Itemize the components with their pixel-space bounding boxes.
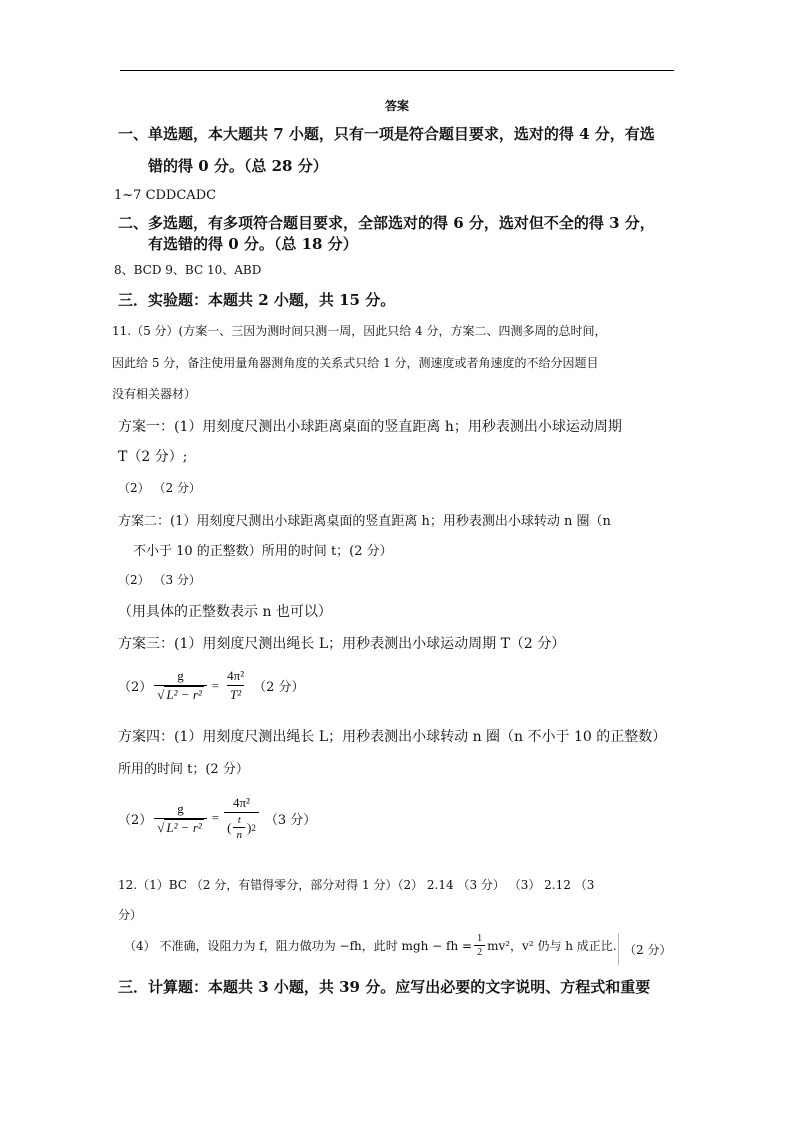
plan1-line2: T（2 分）; [118, 449, 188, 465]
q12-line3-b: mv²，v² 仍与 h 成正比. [487, 939, 617, 953]
plan4-root: L² − r² [166, 819, 202, 835]
plan3-rhs-fraction [224, 668, 247, 703]
plan3-lhs-den: √ L² − r² [154, 685, 207, 703]
q12-half [474, 933, 485, 958]
sec2-heading-line1: 二、多选题，有多项符合题目要求，全部选对的得 6 分，选对但不全的得 3 分， [118, 214, 655, 232]
plan4-rhs-num: 4π² [232, 795, 250, 810]
plan4-line2: 所用的时间 t；(2 分） [118, 762, 249, 777]
plan4-formula: （2） $\frac{g}{\text{√ L² − r²}}$ = 4π² ( $\frac{t}{n}$ ) 2 （3 分） [118, 795, 317, 841]
plan4-line1: 方案四：(1）用刻度尺测出绳长 L；用秒表测出小球转动 n 圈（n 不小于 10 的正整数） [118, 729, 667, 745]
plan3-lhs-num: g [177, 668, 184, 683]
sec4-heading: 三．计算题：本题共 3 小题，共 39 分。应写出必要的文字说明、方程式和重要 [118, 978, 651, 996]
plan3-lhs-fraction [154, 668, 207, 703]
q12-half-den: 2 [474, 945, 485, 958]
plan4-n: n [233, 827, 245, 841]
plan4-rhs-den: ( $\frac{t}{n}$ ) 2 [224, 812, 259, 841]
q11-line1: 11.（5 分）(方案一、三因为测时间只测一周，因此只给 4 分，方案二、四测多周的总时间， [112, 324, 607, 338]
plan4-t: t [237, 814, 241, 826]
sec3-heading: 三．实验题：本题共 2 小题，共 15 分。 [118, 291, 396, 309]
plan3-rhs-den: T² [227, 685, 244, 703]
page-title: 答案 [384, 99, 409, 113]
sec1-heading-line2: 错的得 0 分。（总 28 分） [148, 157, 328, 175]
q12-line3-a: （4） 不准确，设阻力为 f，阻力做功为 −fh，此时 mgh − fh = [124, 939, 473, 953]
header-rule [120, 70, 674, 71]
plan4-score: （3 分） [264, 812, 317, 828]
plan3-line1: 方案三：(1）用刻度尺测出绳长 L；用秒表测出小球运动周期 T（2 分） [118, 636, 566, 652]
q11-line2: 因此给 5 分，备注使用量角器测角度的关系式只给 1 分，测速度或者角速度的不给分因题目 [112, 356, 599, 370]
q12-line2: 分） [118, 908, 143, 922]
q12-line3 [124, 933, 617, 958]
q12-score: （2 分） [624, 943, 672, 957]
plan3-part2-label: （2） [118, 680, 153, 695]
plan4-rhs-fraction [224, 795, 259, 841]
cursor-bar [618, 933, 619, 965]
q11-line3: 没有相关器材） [112, 387, 197, 401]
q12-half-num: 1 [477, 933, 483, 944]
plan4-exponent: 2 [251, 822, 256, 833]
plan3-root: L² − r² [166, 687, 202, 702]
plan4-part2-label: （2） [118, 812, 153, 828]
plan2-line1: 方案二：(1）用刻度尺测出小球距离桌面的竖直距离 h；用秒表测出小球转动 n 圈（n [118, 514, 611, 529]
plan3-rhs-num: 4π² [227, 668, 245, 683]
sec2-answers: 8、BCD 9、BC 10、ABD [114, 263, 262, 277]
plan2-line2: 不小于 10 的正整数）所用的时间 t；(2 分） [133, 544, 393, 559]
sec2-heading-line2: 有选错的得 0 分。（总 18 分） [148, 235, 358, 253]
plan2-part2: （2） （3 分） [118, 573, 201, 587]
q12-line1: 12.（1）BC （2 分，有错得零分，部分对得 1 分）（2） 2.14 （3 分） （3） 2.12 （3 [118, 878, 595, 892]
plan3-formula: （2） $\frac{g}{\text{√ L² − r²}}$ = $\frac{\text{4π²}}{\text{T²}}$ （2 分） [118, 668, 305, 702]
plan1-line1: 方案一：(1）用刻度尺测出小球距离桌面的竖直距离 h；用秒表测出小球运动周期 [118, 419, 622, 435]
sec1-heading-line1: 一、单选题，本大题共 7 小题，只有一项是符合题目要求，选对的得 4 分，有选 [118, 125, 655, 143]
sec1-answers: 1~7 CDDCADC [114, 188, 217, 203]
plan2-note: （用具体的正整数表示 n 也可以） [118, 604, 332, 620]
plan4-lhs-fraction [154, 801, 207, 836]
plan3-score: （2 分） [253, 680, 305, 695]
plan4-lhs-num: g [177, 800, 184, 816]
plan1-part2: （2） （2 分） [118, 481, 201, 495]
plan4-t-over-n [233, 814, 245, 841]
plan4-lhs-den: √ L² − r² [154, 818, 207, 836]
